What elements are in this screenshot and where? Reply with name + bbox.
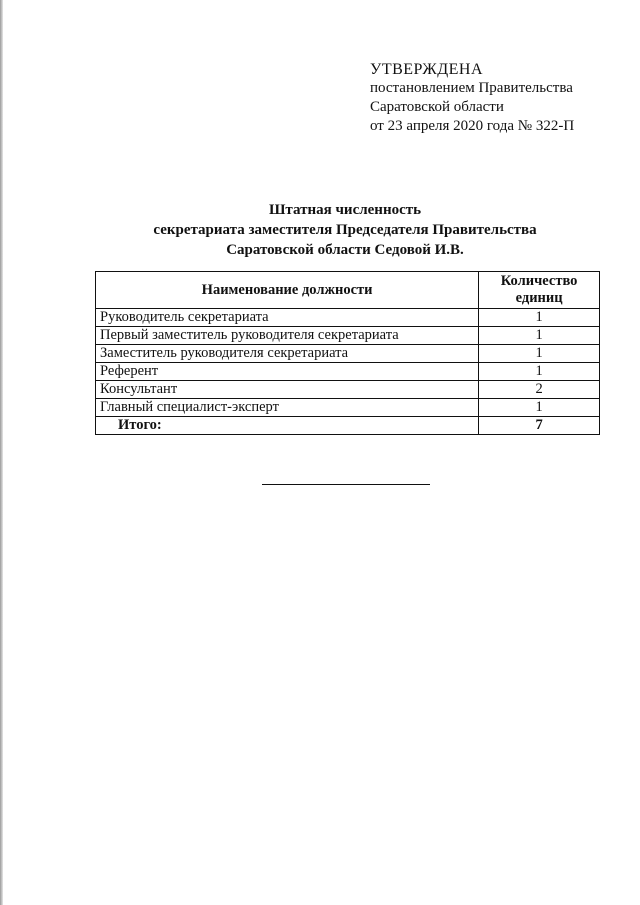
staff-table [95, 271, 600, 435]
scan-edge [0, 0, 3, 905]
table-row [96, 363, 600, 381]
position-name: Главный специалист-эксперт [96, 399, 479, 417]
table-row [96, 309, 600, 327]
table-row [96, 327, 600, 345]
column-header-quantity [479, 272, 600, 309]
position-quantity: 1 [479, 309, 600, 327]
title-line-2: секретариата заместителя Председателя Правительства [153, 222, 537, 238]
total-label: Итого: [96, 417, 479, 435]
table-row [96, 399, 600, 417]
position-quantity: 1 [479, 345, 600, 363]
position-quantity: 2 [479, 381, 600, 399]
position-quantity: 1 [479, 327, 600, 345]
title-line-1: Штатная численность [268, 202, 422, 218]
approval-line-2: Саратовской области [370, 99, 504, 115]
column-header-quantity-line-2: единиц [515, 290, 563, 306]
document-title [95, 200, 595, 260]
table-header-row [96, 272, 600, 309]
end-divider-line [262, 484, 430, 485]
total-row [96, 417, 600, 435]
approval-line-1: постановлением Правительства [370, 80, 573, 96]
position-name: Заместитель руководителя секретариата [96, 345, 479, 363]
column-header-position: Наименование должности [96, 272, 479, 309]
approval-line-3: от 23 апреля 2020 года № 322-П [370, 118, 575, 134]
table-row [96, 345, 600, 363]
position-name: Руководитель секретариата [96, 309, 479, 327]
position-quantity: 1 [479, 399, 600, 417]
table-row [96, 381, 600, 399]
position-quantity: 1 [479, 363, 600, 381]
approval-block [370, 60, 620, 136]
column-header-quantity-line-1: Количество [500, 273, 578, 289]
position-name: Консультант [96, 381, 479, 399]
position-name: Первый заместитель руководителя секретариата [96, 327, 479, 345]
approval-stamp: УТВЕРЖДЕНА [370, 61, 484, 78]
total-quantity: 7 [479, 417, 600, 435]
title-line-3: Саратовской области Седовой И.В. [226, 242, 464, 258]
position-name: Референт [96, 363, 479, 381]
